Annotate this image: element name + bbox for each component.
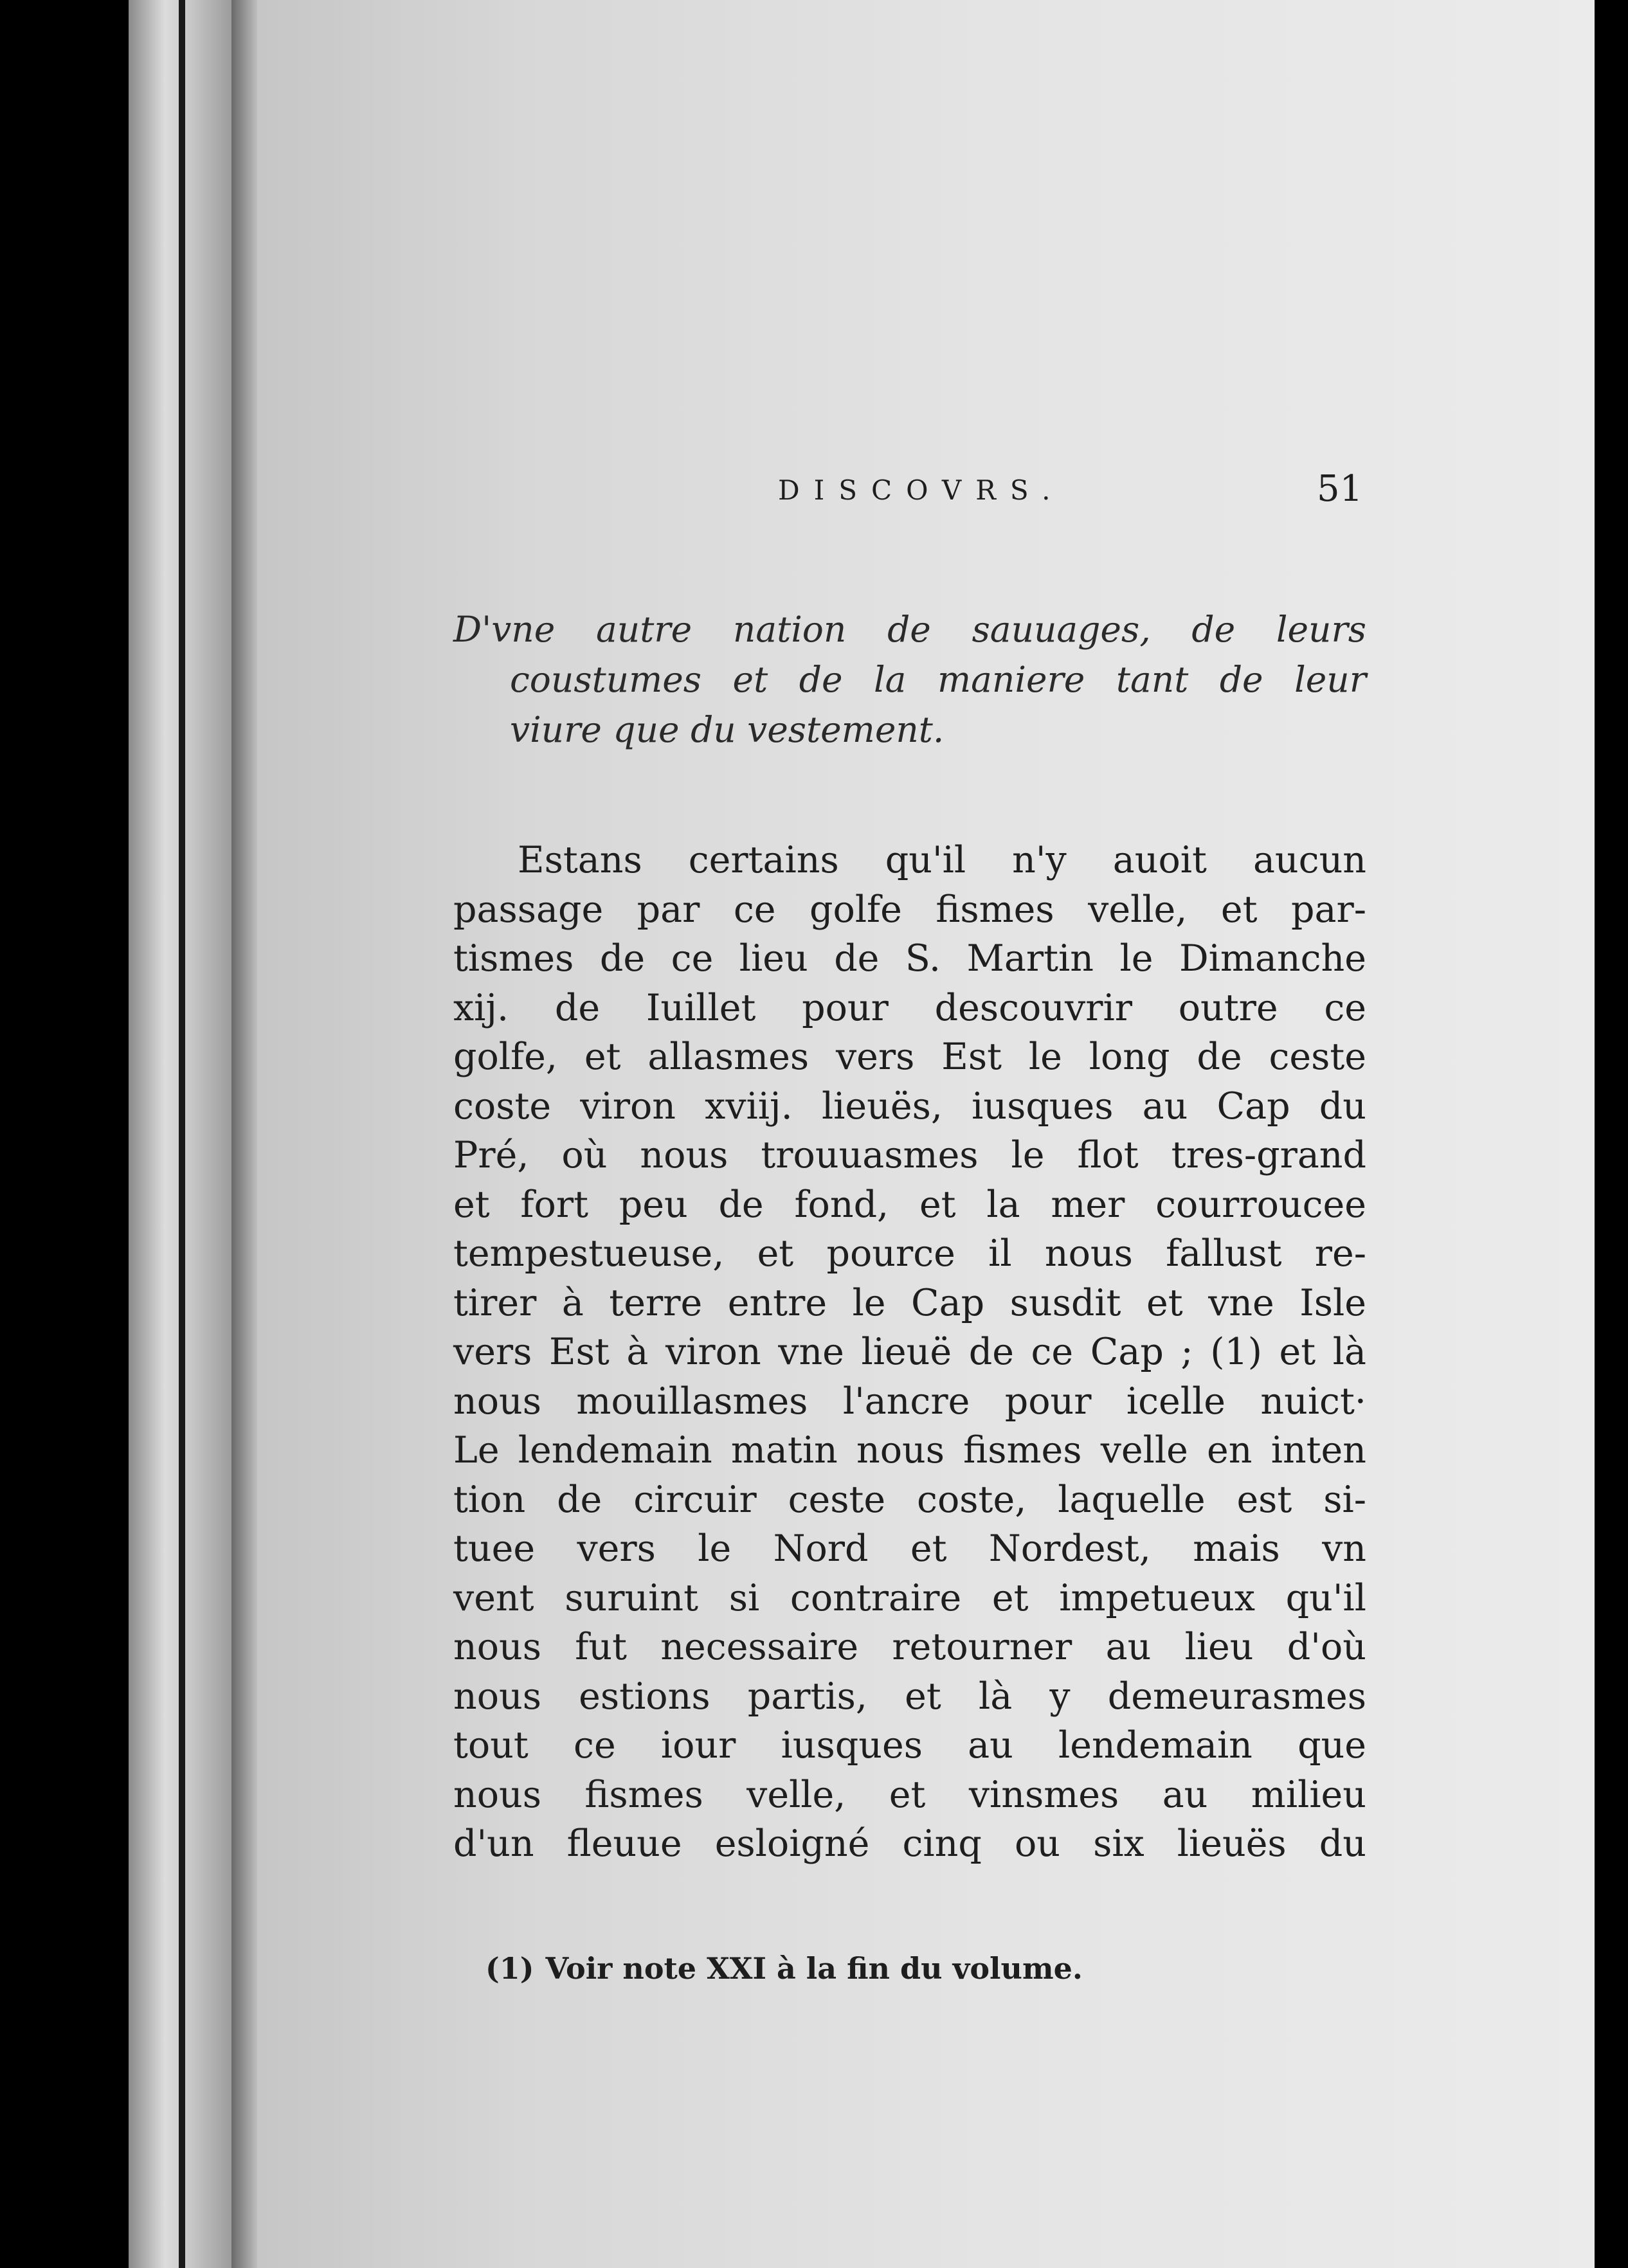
text-line: nous fismes velle, et vinsmes au milieu — [453, 1773, 1366, 1816]
text-line: Estans certains qu'il n'y auoit aucun — [518, 839, 1366, 881]
text-line: tout ce iour iusques au lendemain que — [453, 1724, 1366, 1767]
footnote — [485, 1951, 1083, 1986]
text-line: tuee vers le Nord et Nordest, mais vn — [453, 1527, 1366, 1570]
text-line: vers Est à viron vne lieuë de ce Cap ; (1) et là — [453, 1331, 1366, 1373]
text-line: nous estions partis, et là y demeurasmes — [453, 1675, 1366, 1718]
text-line: d'un fleuue esloigné cinq ou six lieuës du — [453, 1823, 1366, 1865]
text-line: Le lendemain matin nous fismes velle en inten — [453, 1429, 1366, 1472]
text-line: Pré, où nous trouuasmes le flot tres-grand — [453, 1134, 1366, 1176]
text-line: tempestueuse, et pource il nous fallust re- — [453, 1232, 1366, 1275]
heading-line: coustumes et de la maniere tant de leur — [510, 659, 1366, 700]
scan-border — [1595, 0, 1628, 2268]
text-line: xij. de Iuillet pour descouvrir outre ce — [453, 986, 1366, 1029]
text-line: vent suruint si contraire et impetueux qu'il — [453, 1576, 1366, 1619]
footnote-text: Voir note XXI à la fin du volume. — [545, 1951, 1083, 1986]
binding-line — [179, 0, 185, 2268]
heading-line: viure que du vestement. — [510, 709, 945, 750]
text-line: nous mouillasmes l'ancre pour icelle nuict· — [453, 1380, 1366, 1423]
text-line: nous fut necessaire retourner au lieu d'où — [453, 1626, 1366, 1668]
body-paragraph — [453, 836, 1366, 1869]
page-shadow — [231, 0, 257, 2268]
page-number: 51 — [1317, 468, 1363, 510]
text-line: et fort peu de fond, et la mer courroucee — [453, 1183, 1366, 1226]
text-line: passage par ce golfe fismes velle, et par- — [453, 888, 1366, 931]
footnote-marker: (1) — [485, 1951, 534, 1986]
text-line: tion de circuir ceste coste, laquelle est si- — [453, 1478, 1366, 1521]
running-head: DISCOVRS. — [778, 474, 1065, 506]
text-line: tirer à terre entre le Cap susdit et vne Isle — [453, 1281, 1366, 1324]
chapter-heading — [453, 604, 1366, 755]
heading-line: D'vne autre nation de sauuages, de leurs — [453, 609, 1366, 650]
text-line: golfe, et allasmes vers Est le long de ceste — [453, 1036, 1366, 1078]
text-line: coste viron xviij. lieuës, iusques au Cap du — [453, 1084, 1366, 1128]
text-line: tismes de ce lieu de S. Martin le Dimanche — [453, 937, 1366, 980]
